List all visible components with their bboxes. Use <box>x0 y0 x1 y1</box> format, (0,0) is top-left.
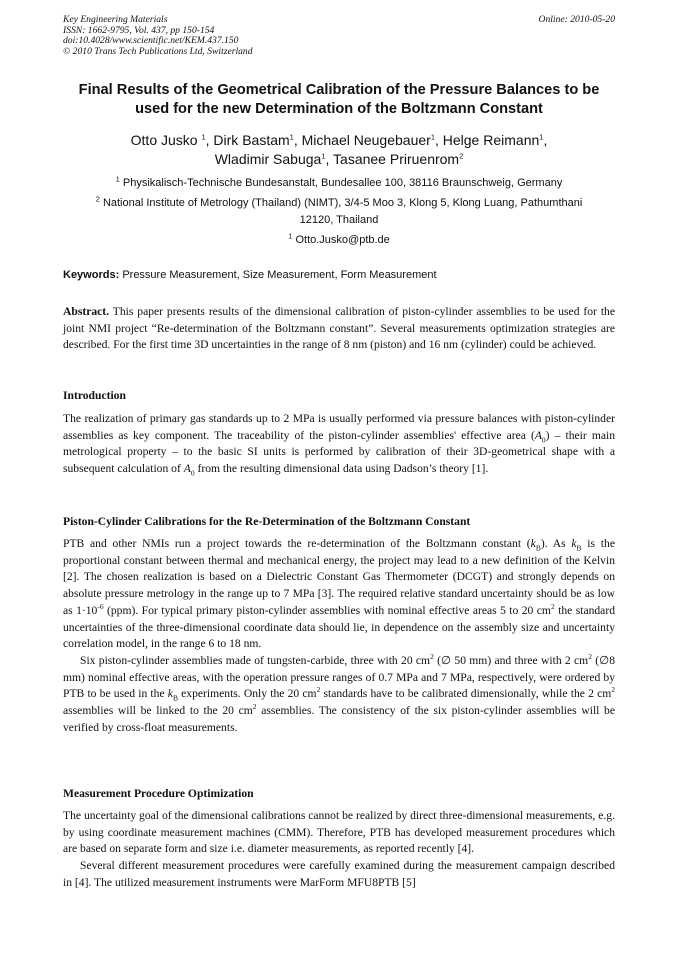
author-name: Michael Neugebauer <box>301 132 431 148</box>
author-list: Otto Jusko $^1$, Dirk Bastam$^1$, Michael Neugebauer$^1$, Helge Reimann$^1$, Wladimir Sabuga$^1$, Tasanee Priruenrom$^2$ <box>130 132 548 167</box>
affiliation-mark: 1 <box>539 132 544 142</box>
author-name: Helge Reimann <box>442 132 540 148</box>
journal-header <box>63 15 615 57</box>
copyright-line: © 2010 Trans Tech Publications Ltd, Switzerland <box>63 45 253 57</box>
email-address: Otto.Jusko@ptb.de <box>295 234 390 246</box>
abstract <box>63 304 615 354</box>
affiliation-text: Physikalisch-Technische Bundesanstalt, Bundesallee 100, 38116 Braunschweig, Germany <box>122 177 563 189</box>
affiliation-1 <box>63 175 615 192</box>
doi-line: doi:10.4028/www.scientific.net/KEM.437.150 <box>63 35 239 47</box>
author-name: Tasanee Priruenrom <box>333 151 460 167</box>
procedure-paragraph-2: Several different measurement procedures were carefully examined during the measurement campaign described in [4]. The utilized measurement instruments were MarForm MFU8PTB [5] <box>63 859 615 889</box>
email-line <box>63 232 615 249</box>
affiliation-mark: 1 <box>321 151 326 161</box>
keywords-text: Pressure Measurement, Size Measurement, Form Measurement <box>122 269 437 281</box>
author-name: Wladimir Sabuga <box>214 151 322 167</box>
procedure-section <box>63 808 615 892</box>
section-heading-piston-cylinder: Piston-Cylinder Calibrations for the Re-Determination of the Boltzmann Constant <box>63 515 471 528</box>
affiliation-mark: 2 <box>459 151 464 161</box>
journal-name: Key Engineering Materials <box>63 14 168 25</box>
affiliation-mark: 2 <box>95 194 100 204</box>
affiliation-mark: 1 <box>288 231 293 241</box>
affiliation-text: National Institute of Metrology (Thailand) (NIMT), 3/4-5 Moo 3, Klong 5, Klong Luang, Pathumthani 12120, Thailand <box>102 197 583 226</box>
piston-paragraph-1: PTB and other NMIs run a project towards the re-determination of the Boltzmann constant $(k_B)$. As $k_B$ is the proportional constant between thermal and mechanical energy, the project may lead to a new definition of the Kelvin [2]. The chosen realization is based on a Dielectric Constant Gas Thermometer (DCGT) and strongly depends on absolute pressure metrology in the range up to 7 MPa [3]. The required relative standard uncertainty should be as low as $1\cdot 10^{-6}$ (ppm). For typical primary piston-cylinder assemblies with nominal effective areas 5 to 20 $cm^2$ the standard uncertainties of the three-dimensional coordinate data should lie, in dependence on the assembly size and uncertainty correlation model, in the range 6 to 18 nm. <box>63 537 615 651</box>
section-heading-procedure: Measurement Procedure Optimization <box>63 787 254 800</box>
issn-line: ISSN: 1662-9795, Vol. 437, pp 150-154 <box>63 24 215 36</box>
online-date: Online: 2010-05-20 <box>538 14 615 25</box>
affiliation-mark: 1 <box>430 132 435 142</box>
piston-paragraph-2: Six piston-cylinder assemblies made of tungsten-carbide, three with 20 $cm^2$ (∅ 50 mm) and three with 2 $cm^2$ (∅8 mm) nominal effective areas, with the operation pressure ranges of 0.7 MPa and 7 MPa, respectively, were ordered by PTB to be used in the $k_B$ experiments. Only the 20 $cm^2$ standards have to be calibrated dimensionally, while the 2 $cm^2$ assemblies will be linked to the 20 $cm^2$ assemblies. The consistency of the six piston-cylinder assemblies will be verified by cross-float measurements. <box>63 652 615 734</box>
procedure-paragraph-1: The uncertainty goal of the dimensional calibrations cannot be realized by direct three-dimensional measurements, e.g. by using coordinate measurement machines (CMM). Therefore, PTB has developed measurement procedures which are based on separate form and size i.e. diameter measurements, as reported recently [4]. <box>63 809 615 856</box>
affiliation-2 <box>63 195 615 229</box>
abstract-text: This paper presents results of the dimensional calibration of piston-cylinder assemblies to be used for the joint NMI project “Re-determination of the Boltzmann constant”. Several measurements optimization strategies are described. For the first time 3D uncertainties in the range of 8 nm (piston) and 16 nm (cylinder) could be achieved. <box>63 305 615 352</box>
affiliation-mark: 1 <box>289 132 294 142</box>
author-name: Dirk Bastam <box>213 132 290 148</box>
introduction-paragraph: The realization of primary gas standards up to 2 MPa is usually performed via pressure balances with piston-cylinder assemblies as key component. The traceability of the piston-cylinder assemblies' effective area $(A_0)$ – their main metrological property – to the basic SI units is performed by calibration of their 3D-geometrical shape with a subsequent calculation of $A_0$ from the resulting dimensional data using Dadson’s theory [1]. <box>63 412 616 478</box>
piston-cylinder-section <box>63 536 615 736</box>
affiliation-mark: 1 <box>201 132 206 142</box>
author-name: Otto Jusko <box>130 132 198 148</box>
abstract-label: Abstract. <box>63 305 110 318</box>
keywords <box>63 268 615 282</box>
section-heading-introduction: Introduction <box>63 389 126 402</box>
paper-title: Final Results of the Geometrical Calibration of the Pressure Balances to be used for the new Determination of the Boltzmann Constant <box>78 82 600 117</box>
affiliation-mark: 1 <box>115 174 120 184</box>
keywords-label: Keywords: <box>63 269 120 281</box>
